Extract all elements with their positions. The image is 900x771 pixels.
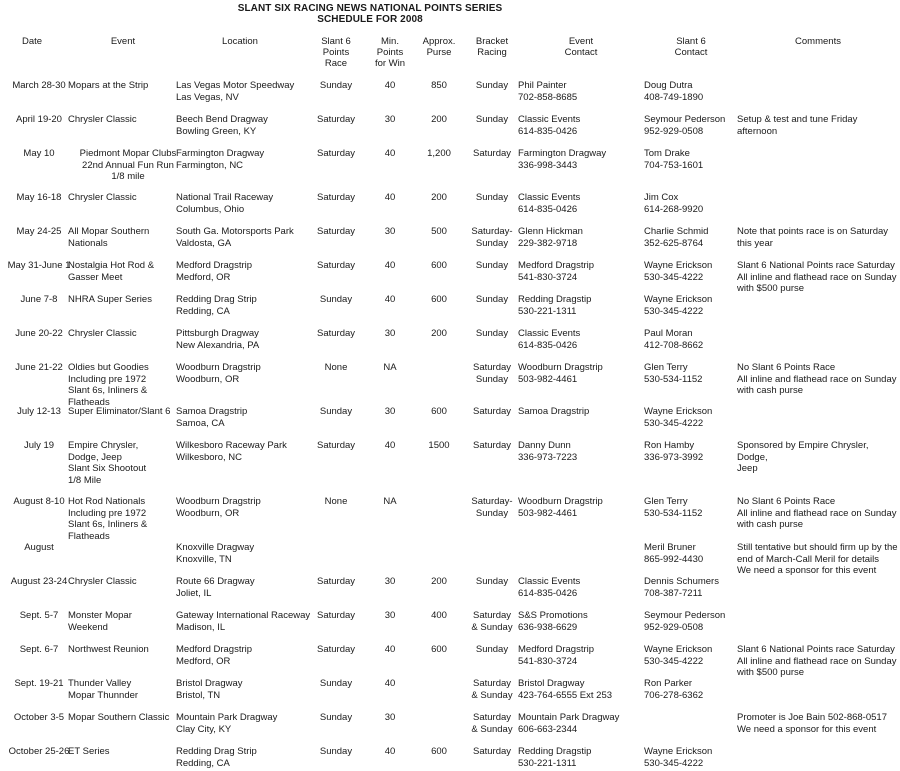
purse-cell: 600 [431,260,447,271]
location-cell: Wilkesboro Raceway Park Wilkesboro, NC [176,440,287,463]
points-race-cell: Saturday [316,226,356,237]
slant6-contact-cell: Wayne Erickson 530-345-4222 [644,294,713,317]
comments-cell: Setup & test and tune Friday afternoon [737,114,858,137]
location-cell: Medford Dragstrip Medford, OR [176,260,253,283]
date-cell: May 10 [23,148,55,159]
purse-cell: 200 [431,114,447,125]
min-points-cell: 30 [384,712,396,723]
event-cell: Piedmont Mopar Clubs 22nd Annual Fun Run 1/8 mile [79,148,177,182]
date-cell: May 31-June 1 [7,260,71,271]
comments-cell: Slant 6 National Points race Saturday All inline and flathead race on Sunday with $500 purse [737,644,897,678]
points-race-cell: Saturday [316,610,356,621]
slant6-contact-cell: Charlie Schmid 352-625-8764 [644,226,709,249]
slant6-contact-cell: Seymour Pederson 952-929-0508 [644,610,726,633]
event-contact-cell: Phil Painter 702-858-8685 [518,80,578,103]
purse-cell: 400 [431,610,447,621]
event-contact-cell: S&S Promotions 636-938-6629 [518,610,588,633]
comments-cell: Slant 6 National Points race Saturday All inline and flathead race on Sunday with $500 purse [737,260,897,294]
points-race-cell: Sunday [319,294,353,305]
header-min-points: Min. Points for Win [374,36,406,69]
min-points-cell: 40 [384,80,396,91]
purse-cell: 1,200 [427,148,451,159]
location-cell: Beech Bend Dragway Bowling Green, KY [176,114,268,137]
event-contact-cell: Medford Dragstrip 541-830-3724 [518,644,595,667]
points-race-cell: Saturday [316,192,356,203]
points-race-cell: Sunday [319,80,353,91]
slant6-contact-cell: Ron Hamby 336-973-3992 [644,440,704,463]
event-cell: Monster Mopar Weekend [68,610,132,633]
location-cell: Mountain Park Dragway Clay City, KY [176,712,278,735]
date-cell: October 25-26 [8,746,70,757]
event-cell: Mopar Southern Classic [68,712,170,723]
event-contact-cell: Woodburn Dragstrip 503-982-4461 [518,362,603,385]
date-cell: July 12-13 [17,406,61,417]
slant6-contact-cell: Meril Bruner 865-992-4430 [644,542,704,565]
min-points-cell: 40 [384,678,396,689]
slant6-contact-cell: Dennis Schumers 708-387-7211 [644,576,719,599]
event-contact-cell: Redding Dragstip 530-221-1311 [518,294,592,317]
bracket-cell: Sunday [475,294,509,305]
event-cell: Chrysler Classic [68,114,137,125]
points-race-cell: Saturday [316,148,356,159]
location-cell: Redding Drag Strip Redding, CA [176,294,257,317]
purse-cell: 850 [431,80,447,91]
min-points-cell: 40 [384,294,396,305]
date-cell: Sept. 6-7 [19,644,59,655]
event-cell: Chrysler Classic [68,192,137,203]
min-points-cell: 40 [384,644,396,655]
points-race-cell: Saturday [316,114,356,125]
bracket-cell: Sunday [475,644,509,655]
event-contact-cell: Mountain Park Dragway 606-663-2344 [518,712,620,735]
date-cell: June 7-8 [20,294,58,305]
location-cell: Bristol Dragway Bristol, TN [176,678,243,701]
location-cell: Woodburn Dragstrip Woodburn, OR [176,496,261,519]
location-cell: Knoxville Dragway Knoxville, TN [176,542,255,565]
event-cell: Thunder Valley Mopar Thunnder [68,678,139,701]
points-race-cell: Saturday [316,260,356,271]
slant6-contact-cell: Tom Drake 704-753-1601 [644,148,704,171]
slant6-contact-cell: Doug Dutra 408-749-1890 [644,80,704,103]
bracket-cell: Saturday & Sunday [471,610,513,633]
purse-cell: 200 [431,192,447,203]
min-points-cell: 30 [384,114,396,125]
event-contact-cell: Woodburn Dragstrip 503-982-4461 [518,496,603,519]
purse-cell: 200 [431,328,447,339]
purse-cell: 600 [431,406,447,417]
purse-cell: 1500 [428,440,450,451]
location-cell: Las Vegas Motor Speedway Las Vegas, NV [176,80,295,103]
location-cell: Samoa Dragstrip Samoa, CA [176,406,248,429]
points-race-cell: None [324,362,348,373]
date-cell: Sept. 19-21 [14,678,64,689]
event-cell: NHRA Super Series [68,294,152,305]
bracket-cell: Saturday [472,406,512,417]
bracket-cell: Saturday & Sunday [471,678,513,701]
event-contact-cell: Classic Events 614-835-0426 [518,114,581,137]
min-points-cell: 30 [384,576,396,587]
date-cell: June 21-22 [15,362,63,373]
min-points-cell: NA [383,362,397,373]
slant6-contact-cell: Ron Parker 706-278-6362 [644,678,704,701]
event-cell: Nostalgia Hot Rod & Gasser Meet [68,260,155,283]
points-race-cell: Saturday [316,440,356,451]
bracket-cell: Sunday [475,80,509,91]
points-race-cell: None [324,496,348,507]
date-cell: April 19-20 [16,114,62,125]
event-contact-cell: Classic Events 614-835-0426 [518,576,581,599]
event-cell: Chrysler Classic [68,328,137,339]
bracket-cell: Sunday [475,192,509,203]
event-contact-cell: Glenn Hickman 229-382-9718 [518,226,583,249]
event-cell: Hot Rod Nationals Including pre 1972 Slant 6s, Inliners & Flatheads [68,496,148,542]
bracket-cell: Saturday [472,148,512,159]
event-contact-cell: Classic Events 614-835-0426 [518,328,581,351]
bracket-cell: Sunday [475,260,509,271]
slant6-contact-cell: Jim Cox 614-268-9920 [644,192,704,215]
points-race-cell: Sunday [319,712,353,723]
purse-cell: 600 [431,746,447,757]
purse-cell: 200 [431,576,447,587]
header-date: Date [21,36,43,47]
location-cell: Woodburn Dragstrip Woodburn, OR [176,362,261,385]
header-location: Location [222,36,258,47]
min-points-cell: NA [383,496,397,507]
event-contact-cell: Farmington Dragway 336-998-3443 [518,148,607,171]
header-comments: Comments [795,36,841,47]
header-event-contact: Event Contact [564,36,598,58]
bracket-cell: Sunday [475,114,509,125]
location-cell: Route 66 Dragway Joliet, IL [176,576,255,599]
event-cell: Empire Chrysler, Dodge, Jeep Slant Six Shootout 1/8 Mile [68,440,147,486]
comments-cell: Promoter is Joe Bain 502-868-0517 We need a sponsor for this event [737,712,887,735]
bracket-cell: Saturday- Sunday [471,226,513,249]
slant6-contact-cell: Wayne Erickson 530-345-4222 [644,746,713,769]
bracket-cell: Sunday [475,328,509,339]
slant6-contact-cell: Wayne Erickson 530-345-4222 [644,644,713,667]
header-points-race: Slant 6 Points Race [321,36,351,69]
event-contact-cell: Redding Dragstip 530-221-1311 [518,746,592,769]
min-points-cell: 30 [384,328,396,339]
date-cell: June 20-22 [15,328,63,339]
location-cell: Medford Dragstrip Medford, OR [176,644,253,667]
event-cell: ET Series [68,746,110,757]
bracket-cell: Saturday [472,440,512,451]
title-line-2: SCHEDULE FOR 2008 [317,14,423,25]
location-cell: Pittsburgh Dragway New Alexandria, PA [176,328,260,351]
bracket-cell: Saturday Sunday [472,362,512,385]
min-points-cell: 40 [384,746,396,757]
min-points-cell: 40 [384,440,396,451]
bracket-cell: Sunday [475,576,509,587]
points-race-cell: Sunday [319,678,353,689]
header-bracket: Bracket Racing [475,36,509,58]
comments-cell: No Slant 6 Points Race All inline and flathead race on Sunday with cash purse [737,362,897,396]
purse-cell: 600 [431,644,447,655]
purse-cell: 600 [431,294,447,305]
slant6-contact-cell: Glen Terry 530-534-1152 [644,496,703,519]
date-cell: May 16-18 [16,192,62,203]
event-cell: Oldies but Goodies Including pre 1972 Slant 6s, Inliners & Flatheads [68,362,149,408]
date-cell: August 23-24 [10,576,68,587]
min-points-cell: 30 [384,226,396,237]
location-cell: Farmington Dragway Farmington, NC [176,148,265,171]
event-cell: Northwest Reunion [68,644,149,655]
points-race-cell: Saturday [316,644,356,655]
date-cell: March 28-30 [12,80,66,91]
min-points-cell: 40 [384,192,396,203]
header-purse: Approx. Purse [422,36,456,58]
bracket-cell: Saturday- Sunday [471,496,513,519]
event-cell: All Mopar Southern Nationals [68,226,150,249]
event-contact-cell: Samoa Dragstrip [518,406,590,417]
comments-cell: Sponsored by Empire Chrysler, Dodge, Jeep [737,440,869,474]
title-line-1: SLANT SIX RACING NEWS NATIONAL POINTS SERIES [237,3,503,14]
points-race-cell: Sunday [319,746,353,757]
slant6-contact-cell: Glen Terry 530-534-1152 [644,362,703,385]
bracket-cell: Saturday & Sunday [471,712,513,735]
date-cell: July 19 [23,440,55,451]
points-race-cell: Saturday [316,576,356,587]
location-cell: Gateway International Raceway Madison, IL [176,610,311,633]
min-points-cell: 30 [384,406,396,417]
event-cell: Super Eliminator/Slant 6 [68,406,171,417]
location-cell: Redding Drag Strip Redding, CA [176,746,257,769]
min-points-cell: 40 [384,260,396,271]
min-points-cell: 30 [384,610,396,621]
slant6-contact-cell: Wayne Erickson 530-345-4222 [644,260,713,283]
header-slant6-contact: Slant 6 Contact [674,36,708,58]
location-cell: National Trail Raceway Columbus, Ohio [176,192,274,215]
date-cell: August [24,542,54,553]
bracket-cell: Saturday [472,746,512,757]
event-contact-cell: Medford Dragstrip 541-830-3724 [518,260,595,283]
date-cell: October 3-5 [13,712,65,723]
location-cell: South Ga. Motorsports Park Valdosta, GA [176,226,294,249]
event-cell: Mopars at the Strip [68,80,149,91]
header-event: Event [110,36,136,47]
purse-cell: 500 [431,226,447,237]
date-cell: Sept. 5-7 [19,610,59,621]
slant6-contact-cell: Paul Moran 412-708-8662 [644,328,704,351]
event-contact-cell: Bristol Dragway 423-764-6555 Ext 253 [518,678,613,701]
comments-cell: No Slant 6 Points Race All inline and flathead race on Sunday with cash purse [737,496,897,530]
comments-cell: Note that points race is on Saturday this year [737,226,889,249]
slant6-contact-cell: Seymour Pederson 952-929-0508 [644,114,726,137]
min-points-cell: 40 [384,148,396,159]
points-race-cell: Saturday [316,328,356,339]
slant6-contact-cell: Wayne Erickson 530-345-4222 [644,406,713,429]
date-cell: May 24-25 [16,226,62,237]
comments-cell: Still tentative but should firm up by the end of March-Call Meril for details We need a sponsor for this event [737,542,898,576]
date-cell: August 8-10 [13,496,65,507]
event-contact-cell: Classic Events 614-835-0426 [518,192,581,215]
event-contact-cell: Danny Dunn 336-973-7223 [518,440,578,463]
event-cell: Chrysler Classic [68,576,137,587]
points-race-cell: Sunday [319,406,353,417]
